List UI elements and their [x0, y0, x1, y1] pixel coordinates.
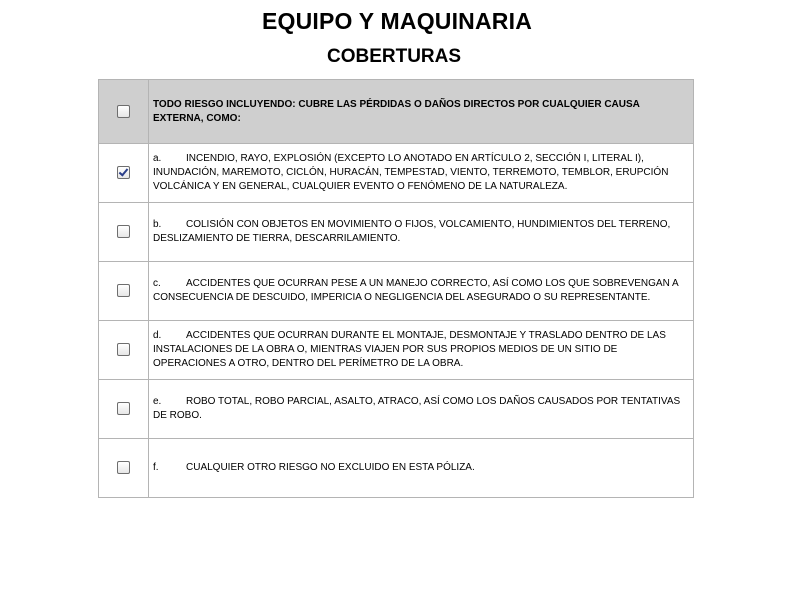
coverage-letter: f.: [153, 462, 159, 473]
coverage-text: INCENDIO, RAYO, EXPLOSIÓN (EXCEPTO LO ANOTADO EN ARTÍCULO 2, SECCIÓN I, LITERAL I), INUNDACIÓN, MAREMOTO, CICLÓN, HURACÁN, TEMPESTAD, VIENTO, TERREMOTO, TEMBLOR, ERUPCIÓN VOLCÁNICA Y EN GENERAL, CUALQUIER EVENTO O FENÓMENO DE LA NATURALEZA.: [153, 153, 669, 192]
coverage-checkbox-cell: [99, 439, 149, 498]
page-title: EQUIPO Y MAQUINARIA: [261, 8, 533, 34]
coverage-text: COLISIÓN CON OBJETOS EN MOVIMIENTO O FIJOS, VOLCAMIENTO, HUNDIMIENTOS DEL TERRENO, DESLIZAMIENTO DE TIERRA, DESCARRILAMIENTO.: [153, 219, 671, 244]
coverage-text-cell: [149, 321, 694, 380]
coverage-letter: c.: [153, 278, 161, 289]
coverage-checkbox-f[interactable]: [117, 461, 130, 474]
coverage-row: [99, 203, 694, 262]
coverage-text-cell: [149, 380, 694, 439]
coverage-letter: a.: [153, 153, 162, 164]
coverage-checkbox-d[interactable]: [117, 343, 130, 356]
coverage-text-cell: [149, 144, 694, 203]
coverage-text: ACCIDENTES QUE OCURRAN PESE A UN MANEJO CORRECTO, ASÍ COMO LOS QUE SOBREVENGAN A CONSECUENCIA DE DESCUIDO, IMPERICIA O NEGLIGENCIA DEL ASEGURADO O SU REPRESENTANTE.: [153, 278, 679, 303]
header-checkbox-cell: [99, 80, 149, 144]
page-subtitle: COBERTURAS: [326, 46, 462, 67]
coverage-row: [99, 380, 694, 439]
coverage-row: [99, 262, 694, 321]
coverage-checkbox-cell: [99, 203, 149, 262]
coverage-table: [98, 79, 694, 498]
coverage-header-row: [99, 80, 694, 144]
header-checkbox[interactable]: [117, 105, 130, 118]
coverage-row: [99, 439, 694, 498]
coverage-checkbox-a[interactable]: [117, 166, 130, 179]
coverage-text-cell: [149, 203, 694, 262]
coverage-checkbox-cell: [99, 144, 149, 203]
coverage-checkbox-e[interactable]: [117, 402, 130, 415]
coverage-row: [99, 321, 694, 380]
coverage-checkbox-c[interactable]: [117, 284, 130, 297]
coverage-checkbox-b[interactable]: [117, 225, 130, 238]
coverage-checkbox-cell: [99, 321, 149, 380]
coverage-letter: e.: [153, 396, 162, 407]
coverage-text: ACCIDENTES QUE OCURRAN DURANTE EL MONTAJE, DESMONTAJE Y TRASLADO DENTRO DE LAS INSTALACIONES DE LA OBRA O, MIENTRAS VIAJEN POR SUS PROPIOS MEDIOS DE UN SITIO DE OPERACIONES A OTRO, DENTRO DEL PERÍMETRO DE LA OBRA.: [153, 330, 666, 369]
coverage-letter: b.: [153, 219, 162, 230]
coverage-letter: d.: [153, 330, 162, 341]
coverage-text-cell: [149, 262, 694, 321]
coverage-checkbox-cell: [99, 262, 149, 321]
header-text: TODO RIESGO INCLUYENDO: CUBRE LAS PÉRDIDAS O DAÑOS DIRECTOS POR CUALQUIER CAUSA EXTERNA, COMO:: [149, 80, 694, 144]
coverage-row: [99, 144, 694, 203]
coverage-text: ROBO TOTAL, ROBO PARCIAL, ASALTO, ATRACO, ASÍ COMO LOS DAÑOS CAUSADOS POR TENTATIVAS DE ROBO.: [153, 396, 681, 421]
coverage-checkbox-cell: [99, 380, 149, 439]
coverage-text-cell: [149, 439, 694, 498]
coverage-text: CUALQUIER OTRO RIESGO NO EXCLUIDO EN ESTA PÓLIZA.: [186, 462, 475, 473]
